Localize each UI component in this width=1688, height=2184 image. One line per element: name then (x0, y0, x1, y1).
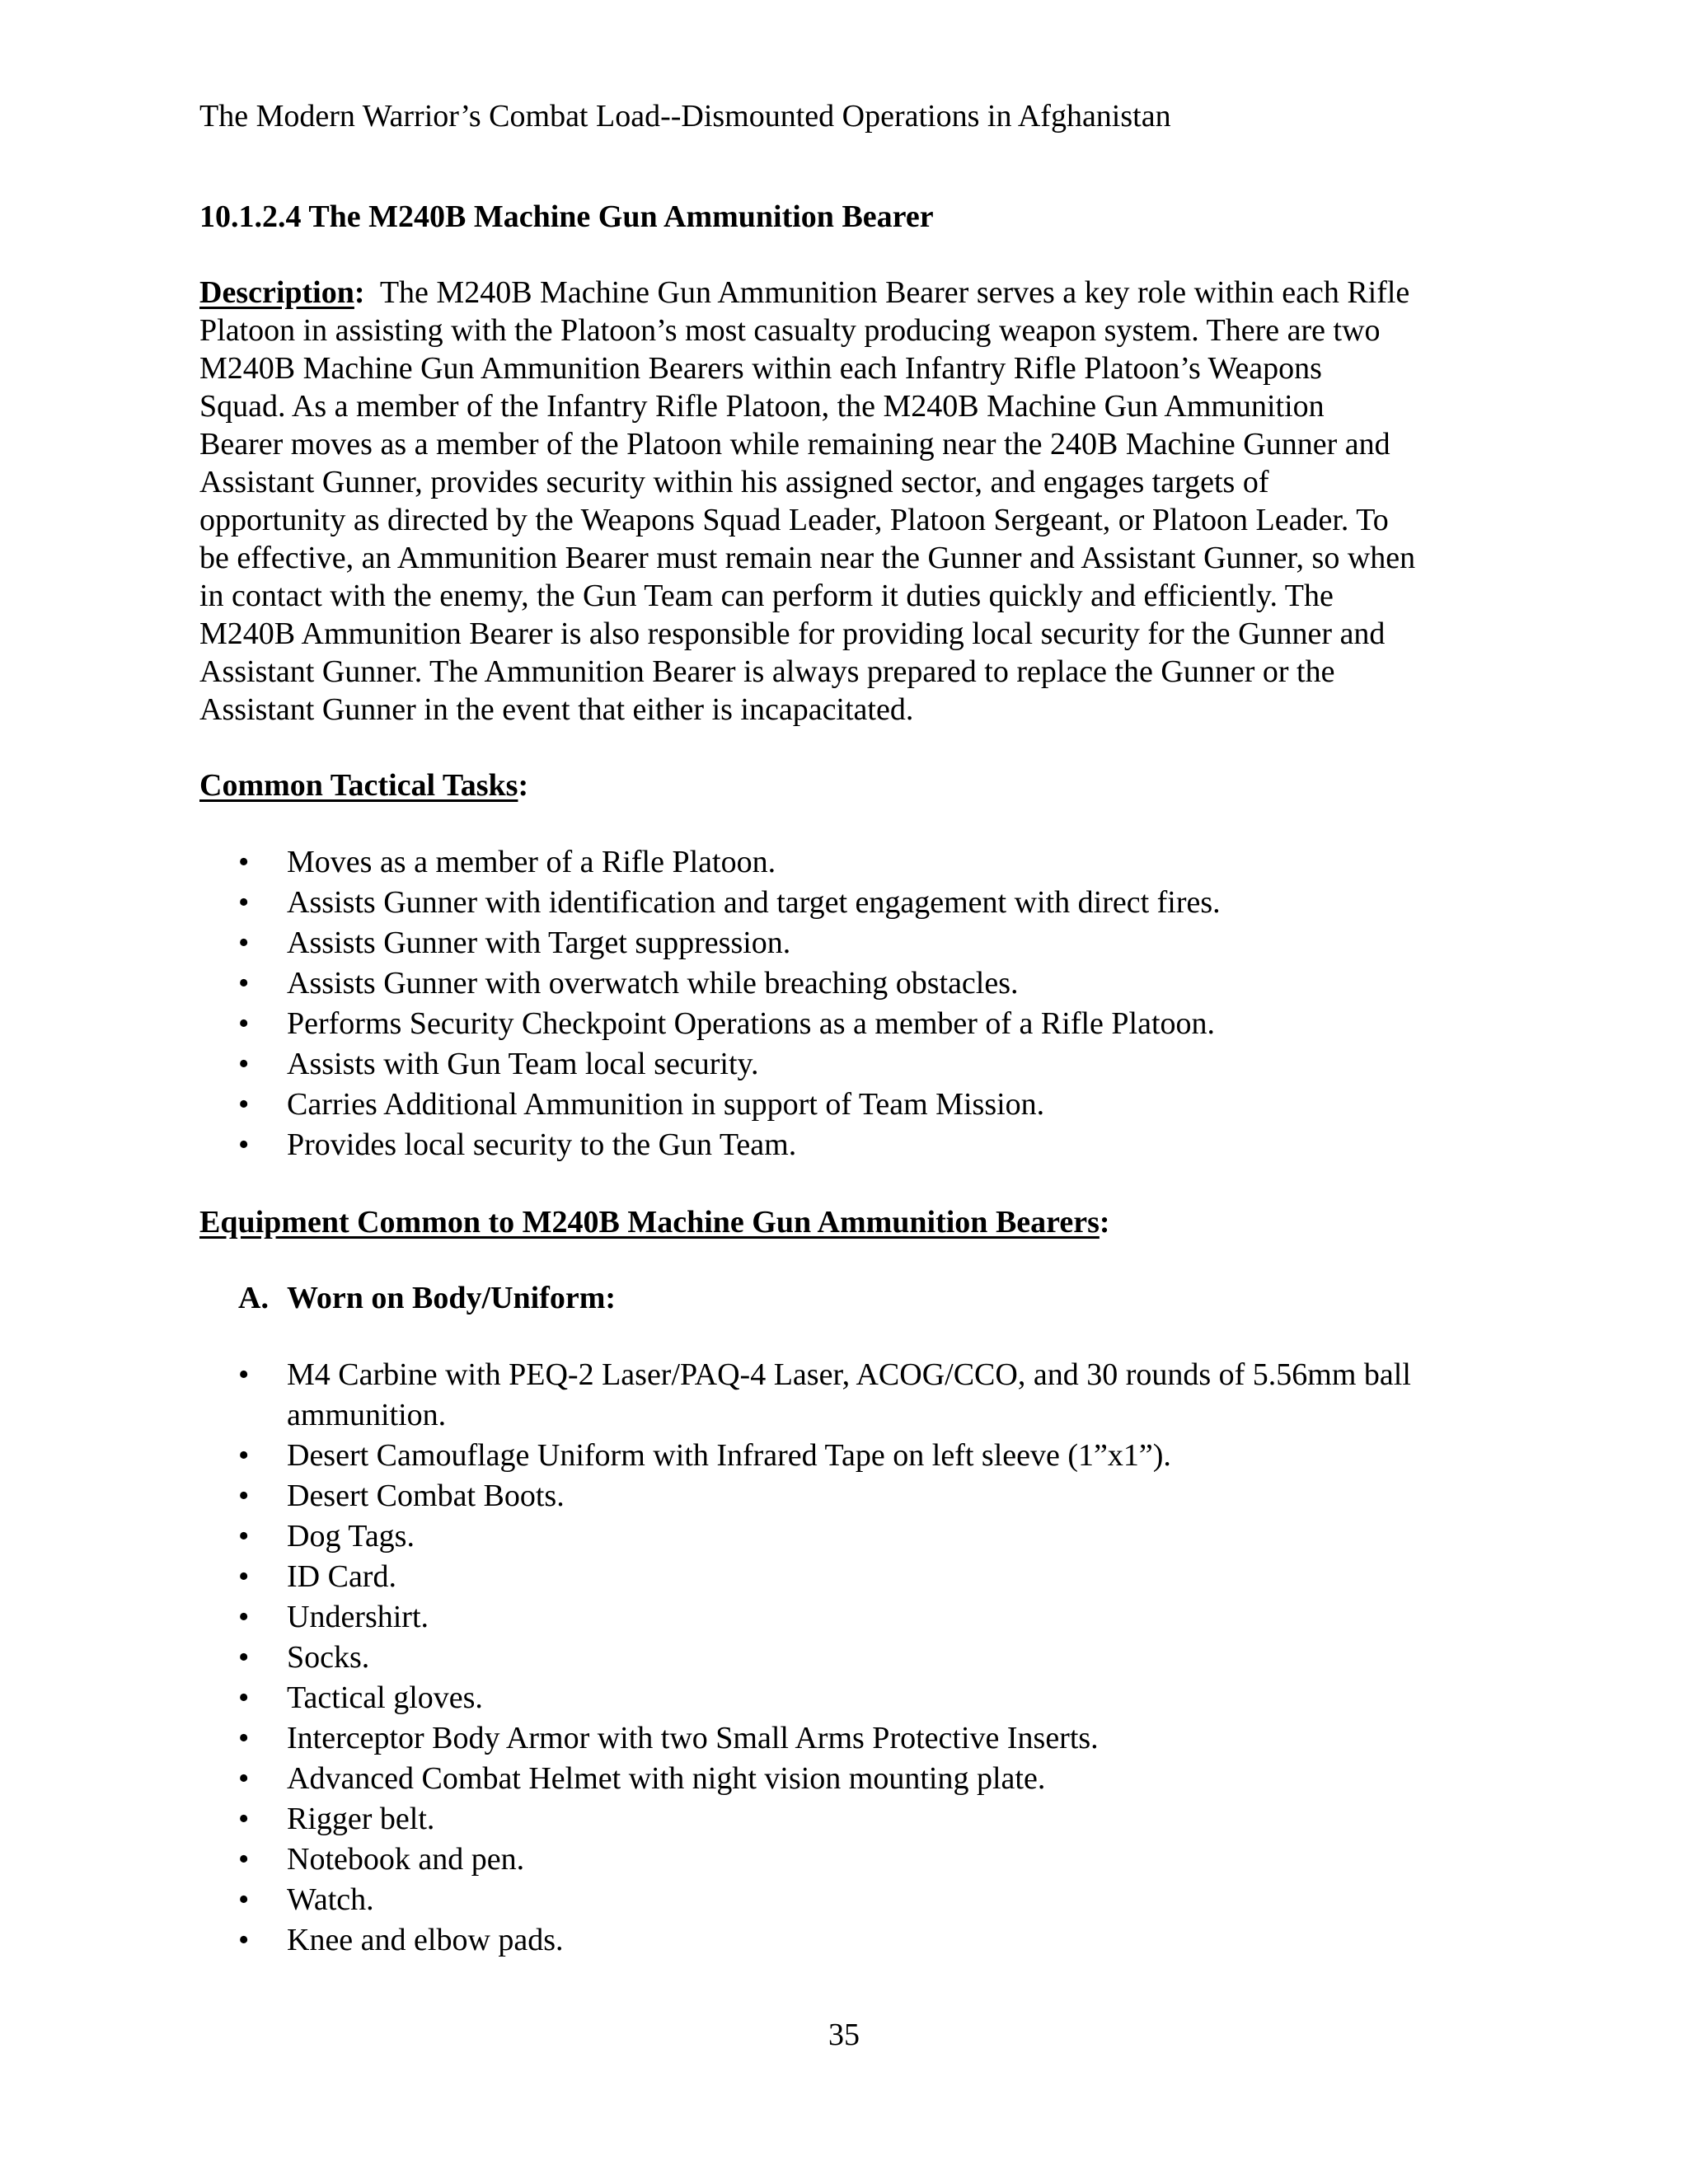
list-item (199, 963, 1518, 1004)
list-item (199, 1125, 1518, 1165)
list-item (199, 1759, 1518, 1799)
list-item (199, 883, 1518, 923)
bullet-icon: • (238, 1357, 250, 1392)
page-content (199, 198, 1518, 1999)
list-item (199, 1678, 1518, 1718)
list-item-text: Provides local security to the Gun Team. (287, 1127, 797, 1162)
list-item (199, 1799, 1518, 1840)
description-line: M240B Machine Gun Ammunition Bearers within each Infantry Rifle Platoon’s Weapons (199, 351, 1322, 386)
list-item (199, 1516, 1518, 1557)
list-item (199, 1004, 1518, 1044)
bullet-icon: • (238, 1519, 250, 1554)
list-item-text-continued: ammunition. (287, 1398, 447, 1432)
list-item-text: Desert Combat Boots. (287, 1479, 565, 1513)
bullet-icon: • (238, 1761, 250, 1796)
section-title: 10.1.2.4 The M240B Machine Gun Ammunition Bearer (199, 199, 934, 234)
bullet-icon: • (238, 1127, 250, 1162)
description-line (199, 274, 1518, 312)
list-item (199, 1638, 1518, 1678)
description-colon: : (354, 275, 365, 310)
list-item (199, 1355, 1518, 1436)
bullet-icon: • (238, 1006, 250, 1041)
running-header: The Modern Warrior’s Combat Load--Dismounted Operations in Afghanistan (199, 99, 1171, 134)
equipment-list (199, 1355, 1518, 1961)
list-item-text: Desert Camouflage Uniform with Infrared Tape on left sleeve (1”x1”). (287, 1438, 1171, 1473)
list-item (199, 1880, 1518, 1920)
list-item-text: Moves as a member of a Rifle Platoon. (287, 845, 776, 879)
tactical-tasks-heading-text: Common Tactical Tasks (199, 768, 518, 803)
description-line: Platoon in assisting with the Platoon’s most casualty producing weapon system. There are two (199, 313, 1381, 348)
bullet-icon: • (238, 966, 250, 1001)
bullet-icon: • (238, 1559, 250, 1594)
description-paragraph (199, 274, 1518, 729)
bullet-icon: • (238, 1802, 250, 1836)
description-line: Squad. As a member of the Infantry Rifle Platoon, the M240B Machine Gun Ammunition (199, 389, 1325, 424)
worn-on-body-subheading (199, 1279, 1518, 1317)
page-number: 35 (828, 2018, 860, 2052)
tactical-tasks-heading-colon: : (518, 768, 529, 803)
bullet-icon: • (238, 1882, 250, 1917)
list-item-text: ID Card. (287, 1559, 396, 1594)
equipment-heading-text: Equipment Common to M240B Machine Gun Ammunition Bearers (199, 1205, 1100, 1240)
list-item-text: M4 Carbine with PEQ-2 Laser/PAQ-4 Laser, ACOG/CCO, and 30 rounds of 5.56mm ball (287, 1357, 1411, 1392)
list-item (199, 923, 1518, 963)
list-item-text: Assists Gunner with Target suppression. (287, 926, 791, 960)
list-item-text: Tactical gloves. (287, 1680, 483, 1715)
list-item-text: Rigger belt. (287, 1802, 435, 1836)
bullet-icon: • (238, 1640, 250, 1675)
description-line: M240B Ammunition Bearer is also responsible for providing local security for the Gunner and (199, 616, 1386, 651)
description-line: be effective, an Ammunition Bearer must remain near the Gunner and Assistant Gunner, so when (199, 541, 1416, 575)
list-item (199, 1840, 1518, 1880)
list-item (199, 1436, 1518, 1476)
description-line: Bearer moves as a member of the Platoon while remaining near the 240B Machine Gunner and (199, 427, 1390, 462)
list-item-text: Assists Gunner with identification and target engagement with direct fires. (287, 885, 1221, 920)
bullet-icon: • (238, 845, 250, 879)
subheading-title: Worn on Body/Uniform: (287, 1281, 617, 1315)
bullet-icon: • (238, 1600, 250, 1634)
tactical-tasks-heading (199, 766, 1518, 804)
list-item (199, 1557, 1518, 1597)
list-item-text: Advanced Combat Helmet with night vision mounting plate. (287, 1761, 1046, 1796)
list-item (199, 1597, 1518, 1638)
bullet-icon: • (238, 1923, 250, 1957)
description-line: Assistant Gunner. The Ammunition Bearer is always prepared to replace the Gunner or the (199, 654, 1335, 689)
bullet-icon: • (238, 926, 250, 960)
list-item (199, 1476, 1518, 1516)
tactical-tasks-list (199, 842, 1518, 1165)
list-item-text: Notebook and pen. (287, 1842, 525, 1877)
description-line: Assistant Gunner, provides security within his assigned sector, and engages targets of (199, 465, 1269, 499)
list-item-text: Watch. (287, 1882, 374, 1917)
bullet-icon: • (238, 885, 250, 920)
description-label: Description (199, 275, 354, 310)
description-line: Assistant Gunner in the event that either is incapacitated. (199, 692, 914, 727)
list-item-text: Assists Gunner with overwatch while breaching obstacles. (287, 966, 1019, 1001)
bullet-icon: • (238, 1047, 250, 1081)
list-item-text: Undershirt. (287, 1600, 429, 1634)
bullet-icon: • (238, 1721, 250, 1755)
list-item-text: Carries Additional Ammunition in support of Team Mission. (287, 1087, 1045, 1122)
bullet-icon: • (238, 1680, 250, 1715)
list-item (199, 842, 1518, 883)
bullet-icon: • (238, 1087, 250, 1122)
list-item-text: Socks. (287, 1640, 370, 1675)
subheading-marker: A. (238, 1281, 269, 1315)
list-item-text: Knee and elbow pads. (287, 1923, 564, 1957)
equipment-heading-colon: : (1099, 1205, 1110, 1240)
list-item-text: Performs Security Checkpoint Operations as a member of a Rifle Platoon. (287, 1006, 1216, 1041)
bullet-icon: • (238, 1842, 250, 1877)
list-item (199, 1085, 1518, 1125)
equipment-heading (199, 1203, 1518, 1241)
bullet-icon: • (238, 1438, 250, 1473)
description-line: opportunity as directed by the Weapons Squad Leader, Platoon Sergeant, or Platoon Leader. To (199, 503, 1389, 537)
list-item-text: Assists with Gun Team local security. (287, 1047, 759, 1081)
description-text: The M240B Machine Gun Ammunition Bearer serves a key role within each Rifle (364, 275, 1410, 310)
list-item (199, 1920, 1518, 1961)
list-item-text: Interceptor Body Armor with two Small Arms Protective Inserts. (287, 1721, 1099, 1755)
list-item (199, 1718, 1518, 1759)
list-item-text: Dog Tags. (287, 1519, 415, 1554)
list-item (199, 1044, 1518, 1085)
bullet-icon: • (238, 1479, 250, 1513)
description-line: in contact with the enemy, the Gun Team can perform it duties quickly and efficiently. The (199, 579, 1334, 613)
